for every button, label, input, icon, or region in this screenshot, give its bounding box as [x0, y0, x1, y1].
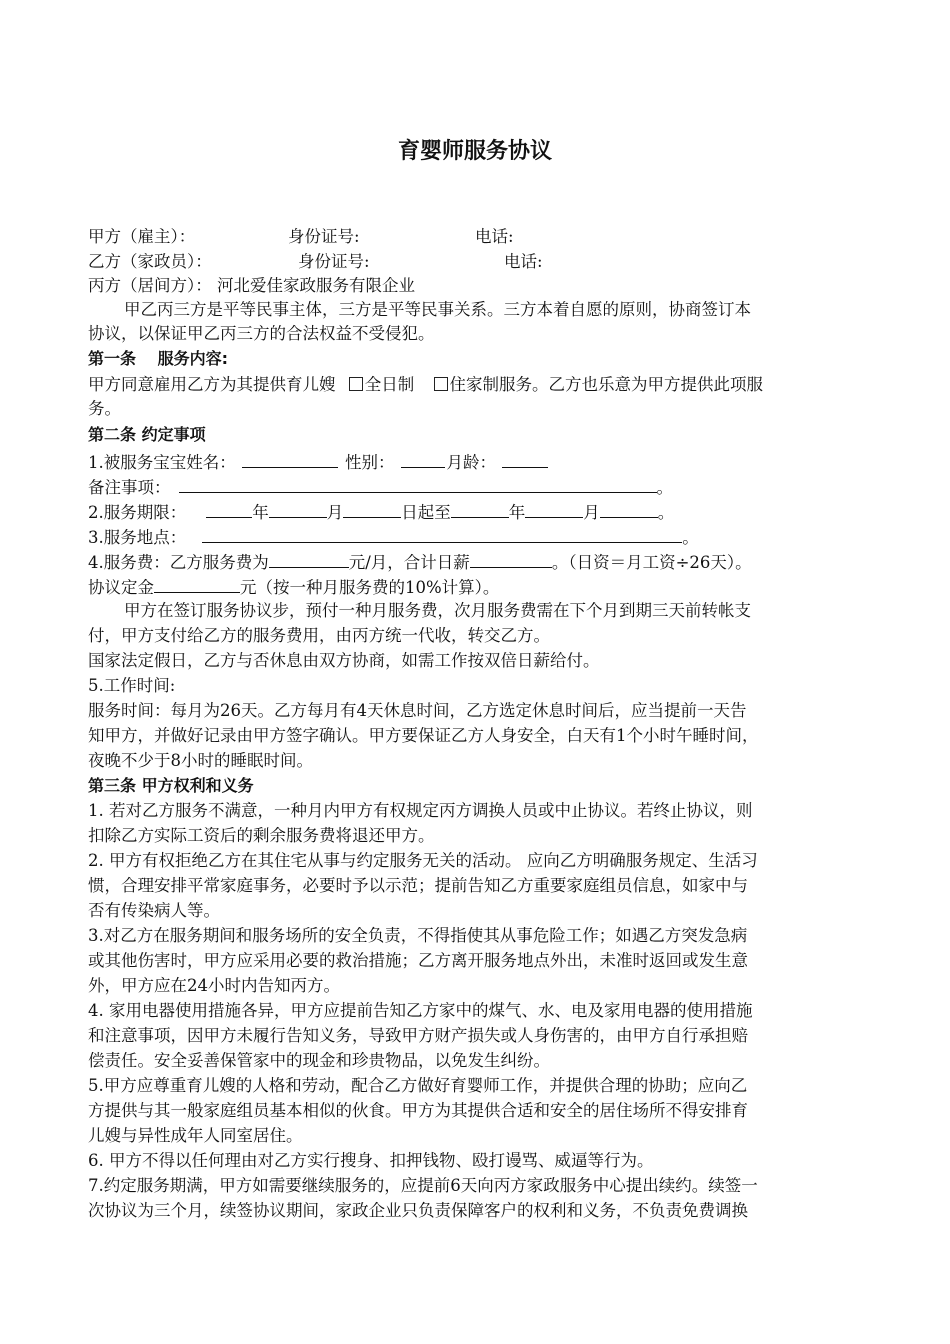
payment-line-1: 甲方在签订服务协议步，预付一种月服务费，次月服务费需在下个月到期三天前转帐支 [124, 601, 751, 620]
remarks-end: 。 [656, 478, 673, 497]
live-in-label: 住家制服务。乙方也乐意为甲方提供此项服 [449, 375, 763, 394]
period-end: 。 [657, 503, 675, 522]
deposit-label: 协议定金 [88, 578, 154, 597]
month-char: 月 [326, 503, 344, 522]
article-3-line: 5.甲方应尊重育儿嫂的人格和劳动，配合乙方做好育婴师工作，并提供合理的协助；应向乙 [88, 1076, 748, 1095]
article-3-line: 和注意事项，因甲方未履行告知义务，导致甲方财产损失或人身伤害的，由甲方自行承担赔 [88, 1026, 748, 1045]
baby-name-blank[interactable] [242, 449, 338, 468]
period-end-year-blank[interactable] [451, 499, 509, 518]
article-3-line: 否有传染病人等。 [88, 901, 220, 920]
article-1-heading: 第一条 服务内容: [88, 349, 228, 368]
period-start-month-blank[interactable] [269, 499, 327, 518]
period-label: 2.服务期限： [88, 503, 187, 522]
document-title: 育婴师服务协议 [397, 139, 552, 164]
remarks-line [88, 474, 878, 498]
period-line [88, 499, 878, 523]
worktime-heading: 5.工作时间: [88, 676, 176, 695]
fee-daily-label: 元/月，合计日薪 [348, 553, 470, 572]
party-b-phone-label: 电话: [504, 252, 543, 271]
party-c-label: 丙方（居间方）： [88, 276, 212, 295]
from-to-text: 日起至 [401, 503, 451, 522]
holiday-line: 国家法定假日，乙方与否休息由双方协商，如需工作按双倍日薪给付。 [88, 651, 600, 670]
article-3-heading: 第三条 甲方权利和义务 [88, 776, 254, 795]
party-b-label: 乙方（家政员）： [88, 252, 212, 271]
intro-line-2: 协议，以保证甲乙丙三方的合法权益不受侵犯。 [88, 324, 435, 343]
article-3-line: 或其他伤害时，甲方应采用必要的救治措施；乙方离开服务地点外出，未准时返回或发生意 [88, 951, 748, 970]
article-3-line: 惯，合理安排平常家庭事务，必要时予以示范；提前告知乙方重要家庭组员信息，如家中与 [88, 876, 748, 895]
location-end: 。 [682, 528, 699, 547]
article-3-line: 方提供与其一般家庭组员基本相似的伙食。甲方为其提供合适和安全的居住场所不得安排育 [88, 1101, 748, 1120]
article-3-line: 扣除乙方实际工资后的剩余服务费将退还甲方。 [88, 826, 435, 845]
article-3-line: 儿嫂与异性成年人同室居住。 [88, 1126, 303, 1145]
payment-line-2: 付，甲方支付给乙方的服务费用，由丙方统一代收，转交乙方。 [88, 626, 550, 645]
age-blank[interactable] [502, 449, 548, 468]
remarks-blank[interactable] [179, 474, 657, 493]
fee-note: 。（日资＝月工资÷26天）。 [551, 553, 752, 572]
period-start-day-blank[interactable] [343, 499, 401, 518]
month-char-2: 月 [583, 503, 600, 522]
location-line [88, 524, 878, 548]
full-time-checkbox[interactable] [349, 377, 363, 391]
party-c-name: 河北爱佳家政服务有限企业 [217, 276, 415, 295]
article-3-line: 4. 家用电器使用措施各异，甲方应提前告知乙方家中的煤气、水、电及家用电器的使用措施 [88, 1001, 753, 1020]
worktime-line-2: 知甲方，并做好记录由甲方签字确认。甲方要保证乙方人身安全，白天有1个小时午睡时间， [88, 726, 759, 745]
period-start-year-blank[interactable] [206, 499, 252, 518]
party-a-label: 甲方（雇主）： [88, 227, 196, 246]
deposit-note: 元（按一种月服务费的10%计算）。 [240, 578, 500, 597]
remarks-label: 备注事项： [88, 478, 171, 497]
location-blank[interactable] [202, 524, 682, 543]
article-3-line: 偿责任。安全妥善保管家中的现金和珍贵物品，以免发生纠纷。 [88, 1051, 550, 1070]
gender-blank[interactable] [401, 449, 445, 468]
party-c-line [88, 274, 878, 298]
intro-line-1: 甲乙丙三方是平等民事主体，三方是平等民事关系。三方本着自愿的原则，协商签订本 [124, 300, 751, 319]
article-3-line: 2. 甲方有权拒绝乙方在其住宅从事与约定服务无关的活动。 应向乙方明确服务规定、生活习 [88, 851, 758, 870]
article-3-line: 次协议为三个月，续签协议期间，家政企业只负责保障客户的权利和义务，不负责免费调换 [88, 1201, 748, 1220]
fee-label: 4.服务费：乙方服务费为 [88, 553, 269, 572]
deposit-line [88, 574, 878, 598]
daily-wage-blank[interactable] [470, 549, 552, 568]
article-3-line: 外，甲方应在24小时内告知丙方。 [88, 976, 340, 995]
article-1-text: 甲方同意雇用乙方为其提供育儿嫂 [88, 375, 336, 394]
article-1-line-2: 务。 [88, 399, 121, 418]
article-2-heading: 第二条 约定事项 [88, 425, 206, 444]
gender-label: 性别： [345, 453, 395, 472]
fee-line [88, 549, 878, 573]
location-label: 3.服务地点： [88, 528, 187, 547]
worktime-line-1: 服务时间：每月为26天。乙方每月有4天休息时间，乙方选定休息时间后，应当提前一天告 [88, 701, 747, 720]
year-char-2: 年 [508, 503, 526, 522]
party-a-line [88, 225, 878, 249]
article-3-line: 1. 若对乙方服务不满意，一种月内甲方有权规定丙方调换人员或中止协议。若终止协议，则 [88, 801, 753, 820]
party-b-id-label: 身份证号: [298, 252, 370, 271]
live-in-checkbox[interactable] [434, 377, 448, 391]
full-time-label: 全日制 [364, 375, 415, 394]
baby-info-line [88, 449, 878, 473]
year-char: 年 [252, 503, 269, 522]
party-a-phone-label: 电话: [475, 227, 514, 246]
article-1-line-1 [88, 373, 878, 397]
period-end-month-blank[interactable] [525, 499, 583, 518]
age-label: 月龄： [446, 453, 496, 472]
monthly-fee-blank[interactable] [269, 549, 349, 568]
deposit-blank[interactable] [154, 574, 240, 593]
period-end-day-blank[interactable] [600, 499, 658, 518]
article-3-line: 3.对乙方在服务期间和服务场所的安全负责，不得指使其从事危险工作；如遇乙方突发急病 [88, 926, 748, 945]
article-3-line: 7.约定服务期满，甲方如需要继续服务的，应提前6天向丙方家政服务中心提出续约。续签一 [88, 1176, 758, 1195]
baby-name-label: 1.被服务宝宝姓名： [88, 453, 236, 472]
article-3-line: 6. 甲方不得以任何理由对乙方实行搜身、扣押钱物、殴打谩骂、威逼等行为。 [88, 1151, 654, 1170]
party-a-id-label: 身份证号: [288, 227, 360, 246]
party-b-line [88, 250, 878, 274]
worktime-line-3: 夜晚不少于8小时的睡眠时间。 [88, 751, 313, 770]
